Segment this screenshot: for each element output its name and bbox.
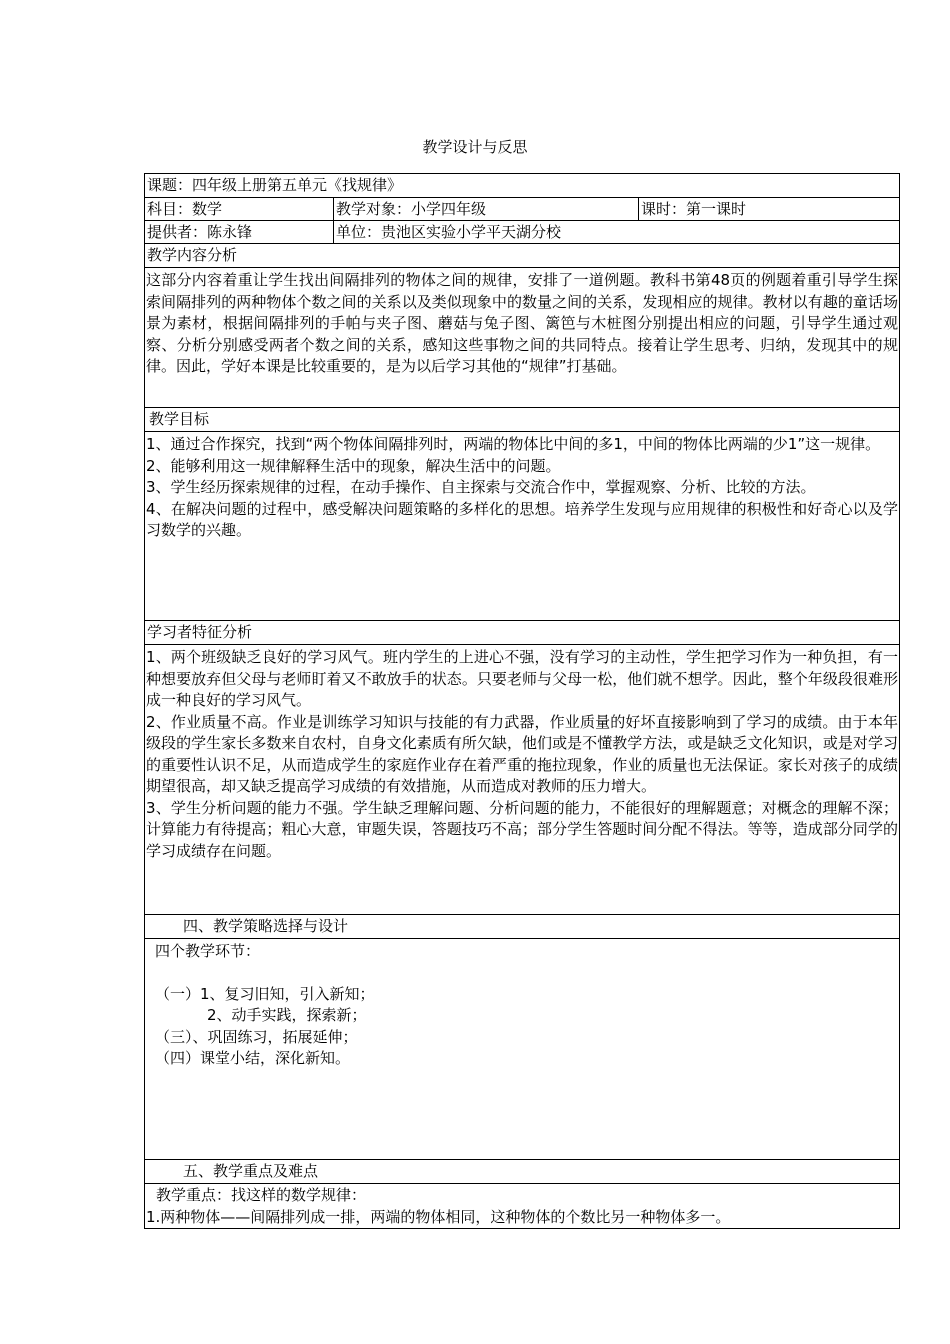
learner-analysis-heading: 学习者特征分析 bbox=[145, 621, 899, 645]
lesson-plan-table bbox=[144, 173, 900, 1229]
period-cell: 课时：第一课时 bbox=[641, 200, 747, 218]
learner-item-2: 2、作业质量不高。作业是训练学习知识与技能的有力武器，作业质量的好坏直接影响到了学习的成绩。由于本年级段的学生家长多数来自农村，自身文化素质有所欠缺，他们或是不懂教学方法，或是缺乏文化知识，或是对学习的重要性认识不足，从而造成学生的家庭作业存在着严重的拖拉现象，作业的质量也无法保证。家长对孩子的成绩期望很高，却又缺乏提高学习成绩的有效措施，从而造成对教师的压力增大。 bbox=[146, 712, 898, 795]
strategy-body bbox=[145, 939, 899, 1160]
provider-cell: 提供者：陈永锋 bbox=[145, 221, 334, 243]
objectives-body bbox=[145, 432, 899, 621]
content-analysis-body bbox=[145, 268, 899, 408]
content-analysis-text: 这部分内容着重让学生找出间隔排列的物体之间的规律，安排了一道例题。教科书第48页的例题着重引导学生探索间隔排列的两种物体个数之间的关系以及类似现象中的数量之间的关系，发现相应的规律。教材以有趣的童话场景为素材，根据间隔排列的手帕与夹子图、蘑菇与兔子图、篱笆与木桩图分别提出相应的问题，引导学生通过观察、分析分别感受两者个数之间的关系，感知这些事物之间的共同特点。接着让学生思考、归纳，发现其中的规律。因此，学好本课是比较重要的，是为以后学习其他的“规律”打基础。 bbox=[146, 271, 898, 375]
learner-item-3: 3、学生分析问题的能力不强。学生缺乏理解问题、分析问题的能力，不能很好的理解题意；对概念的理解不深；计算能力有待提高；粗心大意，审题失误，答题技巧不高；部分学生答题时间分配不得法。等等，造成部分同学的学习成绩存在问题。 bbox=[146, 798, 898, 860]
objective-item-3: 3、学生经历探索规律的过程，在动手操作、自主探索与交流合作中，掌握观察、分析、比较的方法。 bbox=[146, 478, 816, 496]
objectives-heading bbox=[145, 408, 899, 432]
content-analysis-heading: 教学内容分析 bbox=[145, 244, 899, 268]
topic-row: 课题：四年级上册第五单元《找规律》 bbox=[145, 174, 899, 198]
meta-row bbox=[145, 198, 899, 221]
key-points-label: 教学重点：找这样的数学规律： bbox=[156, 1186, 367, 1204]
key-points-body bbox=[145, 1184, 899, 1229]
strategy-step-3: （三）、巩固练习，拓展延伸； bbox=[155, 1027, 358, 1046]
strategy-heading: 四、教学策略选择与设计 bbox=[145, 915, 899, 939]
objective-item-4: 4、在解决问题的过程中，感受解决问题策略的多样化的思想。培养学生发现与应用规律的积极性和好奇心以及学习数学的兴趣。 bbox=[146, 499, 898, 539]
strategy-step-2: 2、动手实践，探索新； bbox=[207, 1006, 367, 1024]
document-title: 教学设计与反思 bbox=[422, 138, 528, 156]
unit-cell: 单位：贵池区实验小学平天湖分校 bbox=[336, 223, 562, 241]
objective-item-1: 1、通过合作探究，找到“两个物体间隔排列时，两端的物体比中间的多1，中间的物体比两端的少1”这一规律。 bbox=[146, 435, 881, 453]
subject-cell: 科目：数学 bbox=[145, 198, 334, 220]
strategy-spacer bbox=[155, 963, 898, 984]
key-point-item-1: 1.两种物体——间隔排列成一排，两端的物体相同，这种物体的个数比另一种物体多一。 bbox=[146, 1207, 731, 1226]
strategy-step-4: （四）课堂小结，深化新知。 bbox=[155, 1049, 351, 1067]
provider-row bbox=[145, 221, 899, 244]
key-points-heading: 五、教学重点及难点 bbox=[145, 1160, 899, 1184]
strategy-intro: 四个教学环节： bbox=[155, 942, 261, 960]
learner-analysis-body bbox=[145, 645, 899, 915]
audience-cell: 教学对象：小学四年级 bbox=[334, 198, 639, 220]
objective-item-2: 2、能够利用这一规律解释生活中的现象，解决生活中的问题。 bbox=[146, 456, 561, 475]
strategy-step-1: （一）1、复习旧知，引入新知； bbox=[155, 984, 375, 1003]
objectives-heading-text: 教学目标 bbox=[149, 410, 210, 428]
learner-item-1: 1、两个班级缺乏良好的学习风气。班内学生的上进心不强，没有学习的主动性，学生把学习作为一种负担，有一种想要放弃但父母与老师盯着又不敢放手的状态。只要老师与父母一松，他们就不想学。因此，整个年级段很难形成一种良好的学习风气。 bbox=[146, 648, 898, 709]
